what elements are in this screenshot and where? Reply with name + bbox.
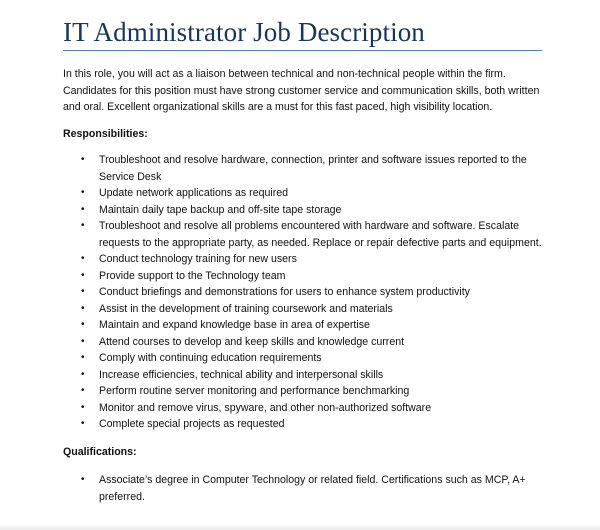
responsibilities-item-text: Maintain and expand knowledge base in area of expertise (99, 319, 370, 331)
qualifications-item-text: Associate’s degree in Computer Technology or related field. Certifications such as MCP, A+ preferred. (99, 474, 526, 503)
bullet-icon: • (81, 253, 85, 264)
qualifications-item (63, 472, 548, 505)
responsibilities-item-text: Conduct technology training for new users (99, 253, 297, 265)
bullet-icon: • (81, 401, 85, 413)
responsibilities-item-text: Attend courses to develop and keep skills and knowledge current (99, 335, 405, 348)
responsibilities-item (63, 268, 548, 285)
qualifications-list (63, 472, 548, 505)
responsibilities-item (63, 301, 548, 318)
bullet-icon: • (81, 286, 85, 297)
responsibilities-item-text: Maintain daily tape backup and off-site tape storage (99, 203, 342, 216)
bullet-icon: • (81, 352, 85, 363)
responsibilities-item (63, 367, 548, 384)
document-title: IT Administrator Job Description (63, 17, 425, 47)
responsibilities-item-text: Monitor and remove virus, spyware, and other non-authorized software (99, 401, 432, 414)
responsibilities-heading: Responsibilities: (63, 127, 148, 140)
bullet-icon: • (81, 335, 85, 347)
responsibilities-item (63, 350, 548, 367)
bullet-icon: • (81, 474, 85, 485)
responsibilities-item (63, 334, 548, 351)
responsibilities-item-text: Update network applications as required (99, 187, 289, 199)
bullet-icon: • (81, 154, 85, 165)
bullet-icon: • (81, 418, 85, 429)
responsibilities-item (63, 218, 548, 251)
responsibilities-list (63, 152, 548, 433)
intro-paragraph: In this role, you will act as a liaison between technical and non-technical people within the firm. Candidates for this position must have strong customer service and communication skills, both written and oral. Excellent organizational skills are a must for this fast paced, high visibility location. (63, 68, 540, 113)
bullet-icon: • (81, 319, 85, 330)
responsibilities-item-text: Troubleshoot and resolve all problems encountered with hardware and software. Escalate requests to the appropriate party, as needed. Replace or repair defective parts and equipment. (99, 220, 542, 249)
responsibilities-item (63, 284, 548, 301)
page-bottom-shadow (0, 524, 600, 530)
responsibilities-item-text: Perform routine server monitoring and performance benchmarking (99, 385, 410, 397)
responsibilities-item-text: Comply with continuing education requirements (99, 352, 322, 364)
responsibilities-item-text: Conduct briefings and demonstrations for users to enhance system productivity (99, 286, 470, 298)
responsibilities-item-text: Assist in the development of training coursework and materials (99, 302, 393, 315)
responsibilities-item (63, 416, 548, 433)
bullet-icon: • (81, 220, 85, 231)
responsibilities-item (63, 400, 548, 417)
responsibilities-item (63, 152, 548, 185)
responsibilities-item (63, 317, 548, 334)
bullet-icon: • (81, 368, 85, 380)
bullet-icon: • (81, 385, 85, 396)
qualifications-heading: Qualifications: (63, 445, 137, 458)
responsibilities-item (63, 185, 548, 202)
responsibilities-item-text: Complete special projects as requested (99, 418, 285, 430)
title-underline (63, 50, 542, 51)
responsibilities-item-text: Provide support to the Technology team (99, 269, 286, 282)
bullet-icon: • (81, 302, 85, 314)
responsibilities-item-text: Troubleshoot and resolve hardware, connection, printer and software issues reported to the Service Desk (99, 154, 527, 183)
responsibilities-item (63, 251, 548, 268)
bullet-icon: • (81, 269, 85, 281)
responsibilities-item (63, 383, 548, 400)
bullet-icon: • (81, 203, 85, 215)
responsibilities-item (63, 202, 548, 219)
bullet-icon: • (81, 187, 85, 198)
responsibilities-item-text: Increase efficiencies, technical ability and interpersonal skills (99, 368, 384, 381)
document-body (63, 66, 548, 505)
